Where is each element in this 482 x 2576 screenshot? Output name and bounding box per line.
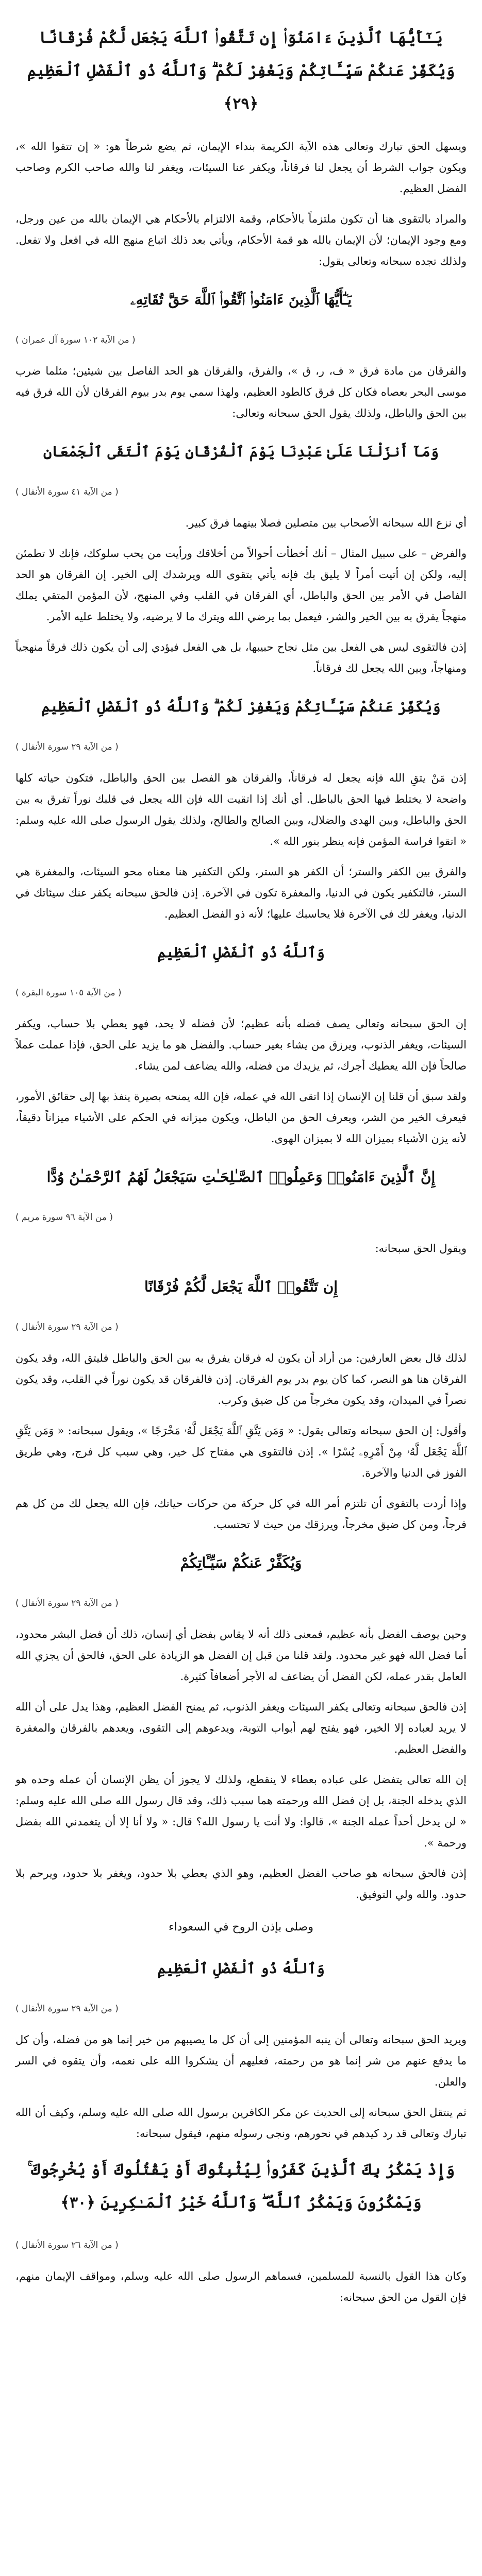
quran-verse: يَـٰٓأَيُّهَا ٱلَّذِينَ ءَامَنُوٓا۟ إِن تَتَّقُوا۟ ٱللَّهَ يَجْعَل لَّكُمْ فُرْقَانًا وَيُكَفِّرْ عَنكُمْ سَيِّـَٔاتِكُمْ وَيَغْفِرْ لَكُمْ ۗ وَٱللَّهُ ذُو ٱلْفَضْلِ ٱلْعَظِيمِ ﴿٢٩﴾ xyxy=(27,29,455,113)
tafsir-paragraph: إذن فالتقوى ليس هي الفعل بين مثل نجاح حبيبها، بل هي الفعل فيؤدي إلى أن يكون ذلك فرقاً منهجياً ومنهاجاً، وبين الله يجعل لك فرقاناً. xyxy=(15,641,467,674)
tafsir-paragraph: والفرق بين الكفر والستر؛ أن الكفر هو الستر، ولكن التكفير هنا معناه محو السيئات، والمغفرة هي الستر، فالتكفير يكون في الدنيا، والمغفرة تكون في الآخرة. إذن فالحق سبحانه يكفر عنك سيئاتك في الدنيا، ويغفر لك في الآخرة فلا يحاسبك عليها؛ لأنه ذو الفضل العظيم. xyxy=(15,866,467,920)
verse-reference: ( من الآية ٩٦ سورة مريم ) xyxy=(15,1212,113,1223)
verse-reference: ( من الآية ٢٩ سورة الأنفال ) xyxy=(15,1322,119,1332)
quran-verse: وَٱللَّهُ ذُو ٱلْفَضْلِ ٱلْعَظِيمِ xyxy=(157,944,325,961)
tafsir-paragraph: إن الله تعالى يتفضل على عباده بعطاء لا ينقطع، ولذلك لا يجوز أن يظن الإنسان أن عمله وحده هو الذي يدخله الجنة، بل إن فضل الله ورحمته هما سبب ذلك، وقد قال رسول الله صلى الله عليه وسلم: « لن يدخل أحداً عمله الجنة »، قالوا: ولا أنت يا رسول الله؟ قال: « ولا أنا إلا أن يتغمدني الله بفضل ورحمة ». xyxy=(15,1773,467,1849)
verse-reference: ( من الآية ١٠٥ سورة البقرة ) xyxy=(15,988,122,998)
tafsir-paragraph: وأقول: إن الحق سبحانه وتعالى يقول: « وَمَن يَتَّقِ ٱللَّهَ يَجْعَل لَّهُۥ مَخْرَجًا »، ويقول سبحانه: « وَمَن يَتَّقِ ٱللَّهَ يَجْعَل لَّهُۥ مِنْ أَمْرِهِۦ يُسْرًا ». إذن فالتقوى هي مفتاح كل خير، وهي سبب كل فرج، وهي طريق الفوز في الدنيا والآخرة. xyxy=(15,1425,467,1479)
tafsir-paragraph: لذلك قال بعض العارفين: من أراد أن يكون له فرقان يفرق به بين الحق والباطل فليتق الله، وقد يكون الفرقان هنا هو النصر، كما كان يوم بدر يوم الفرقان. إذن فالفرقان قد يكون نوراً في القلب، وقد يكون نصراً في الميدان، وقد يكون مخرجاً من كل ضيق وكرب. xyxy=(15,1352,467,1406)
verse-reference: ( من الآية ٤١ سورة الأنفال ) xyxy=(15,487,119,497)
tafsir-paragraph: إن الحق سبحانه وتعالى يصف فضله بأنه عظيم؛ لأن فضله لا يحد، فهو يعطي بلا حساب، ويكفر السيئات، ويغفر الذنوب، ويرزق من يشاء بغير حساب. والفضل هو ما يزيد على الحق، فإذا عملت عملاً صالحاً فإن الله يعطيك أجرك، ثم يزيدك من فضله، والله يضاعف لمن يشاء. xyxy=(15,1018,467,1072)
tafsir-paragraph: إذن مَنْ يتقِ الله فإنه يجعل له فرقاناً، والفرقان هو الفصل بين الحق والباطل، فتكون حياته كلها واضحة لا يختلط فيها الحق بالباطل. أي أنك إذا اتقيت الله فإن الله يجعل في قلبك نوراً تفرق به بين الحق والباطل، وبين الهدى والضلال، وبين الصالح والطالح، ولذلك يقول الرسول صلى الله عليه وسلم: « اتقوا فراسة المؤمن فإنه ينظر بنور الله ». xyxy=(15,772,467,848)
tafsir-paragraph: وإذا أردت بالتقوى أن تلتزم أمر الله في كل حركة من حركات حياتك، فإن الله يجعل لك من كل هم فرجاً، ومن كل ضيق مخرجاً، ويرزقك من حيث لا تحتسب. xyxy=(15,1497,467,1531)
verse-reference: ( من الآية ١٠٢ سورة آل عمران ) xyxy=(15,335,136,345)
tafsir-paragraph: ويريد الحق سبحانه وتعالى أن ينبه المؤمنين إلى أن كل ما يصيبهم من خير إنما هو من فضله، وأن كل ما يدفع عنهم من شر إنما هو من رحمته، فعليهم أن يشكروا الله على نعمه، وأن يتقوه في السر والعلن. xyxy=(15,2033,467,2088)
closing-line: وصلى بإذن الروح في السعوداء xyxy=(169,1921,313,1934)
tafsir-paragraph: والفرض – على سبيل المثال – أنك أخطأت أحوالاً من أخلاقك ورأيت من يحب سلوكك، فإنك لا تطمئن إليه، ولكن إن أتيت أمراً لا يليق بك فإنه يأتي بتقوى الله ويرشدك إلى الخير. إن الفرقان هو الحد الفاصل في الأمر بين الحق والباطل، أي الفرقان في القلب وفي المنهج، لأن المؤمن المتقي يملك منهجاً يفرق به بين الخير والشر، فيعمل بما يرضي الله ويترك ما لا يرضيه، ولا يختلط عليه الأمر. xyxy=(15,547,467,623)
verse-reference: ( من الآية ٢٩ سورة الأنفال ) xyxy=(15,1598,119,1608)
tafsir-paragraph: إذن فالحق سبحانه هو صاحب الفضل العظيم، وهو الذي يعطي بلا حدود، ويغفر بلا حدود، ويرحم بلا حدود. والله ولي التوفيق. xyxy=(15,1867,467,1901)
quran-verse: وَيُكَفِّرْ عَنكُمْ سَيِّـَٔاتِكُمْ وَيَغْفِرْ لَكُمْ ۗ وَٱللَّهُ ذُو ٱلْفَضْلِ ٱلْعَظِيمِ xyxy=(41,698,441,715)
quran-verse: إِنَّ ٱلَّذِينَ ءَامَنُوا۟ وَعَمِلُوا۟ ٱلصَّـٰلِحَـٰتِ سَيَجْعَلُ لَهُمُ ٱلرَّحْمَـٰنُ وُدًّا xyxy=(46,1168,436,1185)
verse-reference: ( من الآية ٢٦ سورة الأنفال ) xyxy=(15,2240,119,2250)
tafsir-paragraph: ثم ينتقل الحق سبحانه إلى الحديث عن مكر الكافرين برسول الله صلى الله عليه وسلم، وكيف أن الله تبارك وتعالى قد رد كيدهم في نحورهم، ونجى رسوله منهم، فيقول سبحانه: xyxy=(15,2106,467,2140)
tafsir-paragraph: والمراد بالتقوى هنا أن تكون ملتزماً بالأحكام، وقمة الالتزام بالأحكام هي الإيمان بالله من عين ورجل، ومع وجود الإيمان؛ لأن الإيمان بالله هو قمة الأحكام، ويأتي بعد ذلك اتباع منهج الله في افعل ولا تفعل. ولذلك تجده سبحانه وتعالى يقول: xyxy=(15,213,467,267)
quran-verse: وَإِذْ يَمْكُرُ بِكَ ٱلَّذِينَ كَفَرُوا۟ لِيُثْبِتُوكَ أَوْ يَقْتُلُوكَ أَوْ يُخْرِجُوكَ ۚ وَيَمْكُرُونَ وَيَمْكُرُ ٱللَّهُ ۖ وَٱللَّهُ خَيْرُ ٱلْمَـٰكِرِينَ ﴿٣٠﴾ xyxy=(27,2161,455,2212)
tafsir-paragraph: ويسهل الحق تبارك وتعالى هذه الآية الكريمة بنداء الإيمان، ثم يضع شرطاً هو: « إن تتقوا الله »، ويكون جواب الشرط أن يجعل لنا فرقاناً، ويكفر عنا السيئات، ويغفر لنا والله صاحب الكرم وصاحب الفضل العظيم. xyxy=(15,140,467,195)
tafsir-paragraph: ويقول الحق سبحانه: xyxy=(375,1242,467,1255)
tafsir-paragraph: وكان هذا القول بالنسبة للمسلمين، فسماهم الرسول صلى الله عليه وسلم، ومواقف الإيمان منهم، فإن القول من الحق سبحانه: xyxy=(15,2270,467,2303)
tafsir-paragraph: أي نزع الله سبحانه الأصحاب بين متصلين فصلا بينهما فرق كبير. xyxy=(185,517,467,529)
quran-verse: وَٱللَّهُ ذُو ٱلْفَضْلِ ٱلْعَظِيمِ xyxy=(157,1960,325,1977)
verse-reference: ( من الآية ٢٩ سورة الأنفال ) xyxy=(15,2004,119,2014)
tafsir-paragraph: إذن فالحق سبحانه وتعالى يكفر السيئات ويغفر الذنوب، ثم يمنح الفضل العظيم، وهذا يدل على أن الله لا يريد لعباده إلا الخير، فهو يفتح لهم أبواب التوبة، ويدعوهم إلى التقوى، ويعدهم بالفرقان والمغفرة والفضل العظيم. xyxy=(15,1701,467,1755)
verse-reference: ( من الآية ٢٩ سورة الأنفال ) xyxy=(15,742,119,752)
quran-verse: يَـٰٓأَيُّهَا ٱلَّذِينَ ءَامَنُوا۟ ٱتَّقُوا۟ ٱللَّهَ حَقَّ تُقَاتِهِۦ xyxy=(130,291,352,308)
quran-verse: وَيُكَفِّرْ عَنكُمْ سَيِّـَٔاتِكُمْ xyxy=(180,1554,302,1571)
quran-verse: إِن تَتَّقُوا۟ ٱللَّهَ يَجْعَل لَّكُمْ فُرْقَانًا xyxy=(144,1278,338,1295)
tafsir-paragraph: والفرقان من مادة فرق « ف، ر، ق »، والفرق، والفرقان هو الحد الفاصل بين شيئين؛ مثلما ضرب موسى البحر بعصاه فكان كل فرق كالطود العظيم، ولهذا سمي يوم بدر بيوم الفرقان لأن الله فرق فيه بين الحق والباطل، ولذلك يقول الحق سبحانه وتعالى: xyxy=(15,365,467,419)
tafsir-paragraph: ولقد سبق أن قلنا إن الإنسان إذا اتقى الله في عمله، فإن الله يمنحه بصيرة ينفذ بها إلى حقائق الأمور، فيعرف الخير من الشر، ويعرف الحق من الباطل، ويكون ميزانه في الحكم على الأشياء ميزاناً دقيقاً، لأنه يزن الأشياء بميزان الله لا بميزان الهوى. xyxy=(15,1090,467,1145)
quran-verse: وَمَآ أَنزَلْنَا عَلَىٰ عَبْدِنَا يَوْمَ ٱلْفُرْقَانِ يَوْمَ ٱلْتَقَى ٱلْجَمْعَانِ xyxy=(43,443,439,460)
tafsir-paragraph: وحين يوصف الفضل بأنه عظيم، فمعنى ذلك أنه لا يقاس بفضل أي إنسان، ذلك أن فضل البشر محدود، أما فضل الله فهو غير محدود. ولقد قلنا من قبل إن الفضل هو الزيادة على الحق، فالحق أن يجزي الله العامل بقدر عمله، لكن الفضل أن يضاعف له الأجر أضعافاً كثيرة. xyxy=(15,1628,467,1683)
